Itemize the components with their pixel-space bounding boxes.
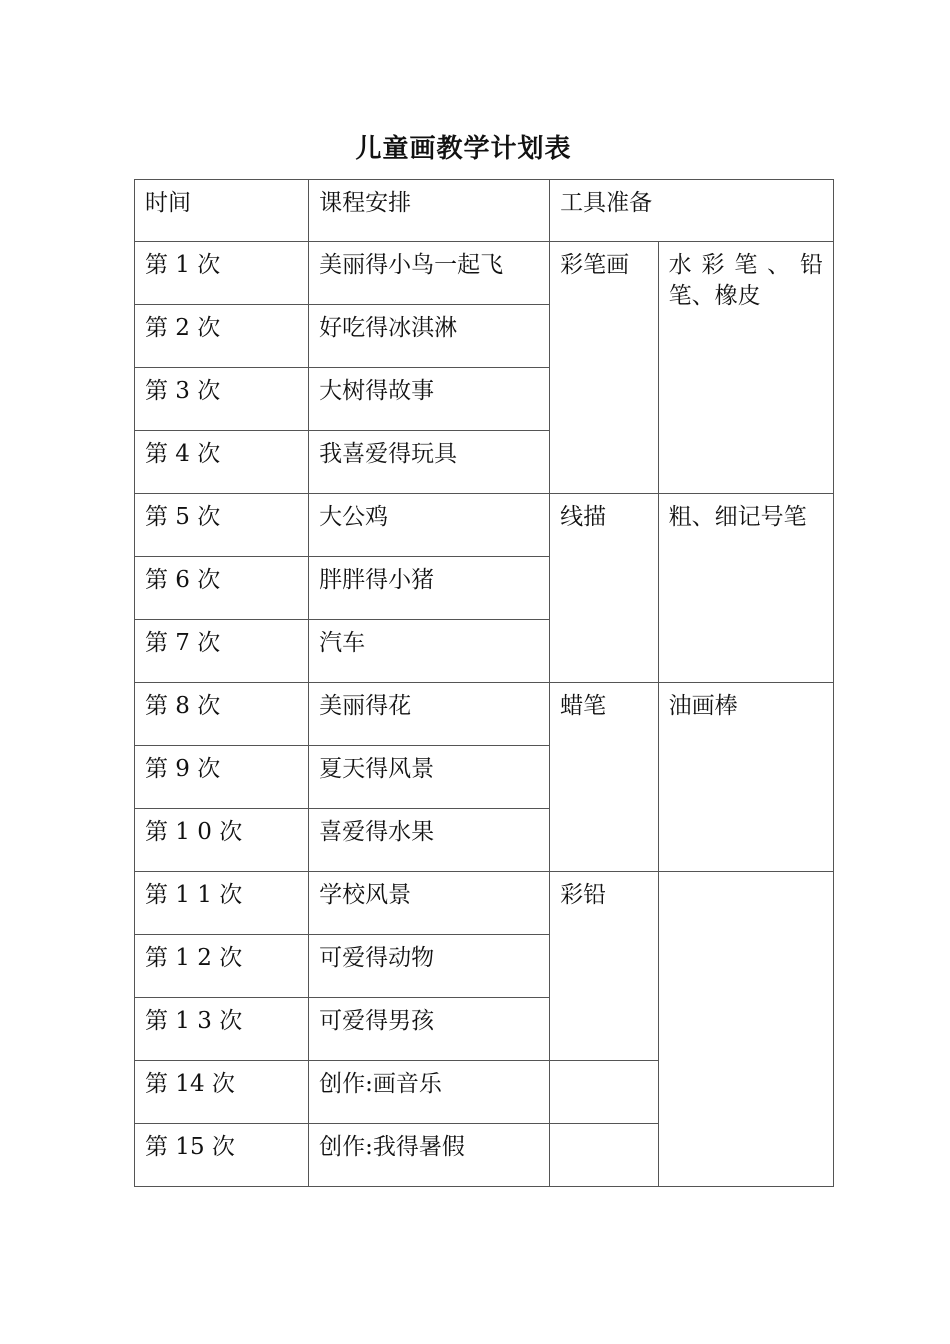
course-cell: 喜爱得水果 bbox=[309, 809, 550, 872]
teaching-plan-table bbox=[134, 179, 834, 1187]
time-cell: 第 9 次 bbox=[135, 746, 309, 809]
course-cell: 胖胖得小猪 bbox=[309, 557, 550, 620]
table-row bbox=[135, 872, 834, 935]
header-tools: 工具准备 bbox=[550, 180, 834, 242]
time-cell: 第 14 次 bbox=[135, 1061, 309, 1124]
course-cell: 可爱得动物 bbox=[309, 935, 550, 998]
table-row bbox=[135, 242, 834, 305]
course-cell: 我喜爱得玩具 bbox=[309, 431, 550, 494]
time-cell: 第 1 3 次 bbox=[135, 998, 309, 1061]
table-row bbox=[135, 683, 834, 746]
time-cell: 第 2 次 bbox=[135, 305, 309, 368]
course-cell: 可爱得男孩 bbox=[309, 998, 550, 1061]
time-cell: 第 8 次 bbox=[135, 683, 309, 746]
course-cell: 大树得故事 bbox=[309, 368, 550, 431]
time-cell: 第 6 次 bbox=[135, 557, 309, 620]
header-row bbox=[135, 180, 834, 242]
tool-cell-empty bbox=[550, 1124, 659, 1187]
course-cell: 美丽得花 bbox=[309, 683, 550, 746]
tool-cell: 蜡笔 bbox=[550, 683, 659, 872]
course-cell: 学校风景 bbox=[309, 872, 550, 935]
header-time: 时间 bbox=[135, 180, 309, 242]
time-cell: 第 1 1 次 bbox=[135, 872, 309, 935]
course-cell: 好吃得冰淇淋 bbox=[309, 305, 550, 368]
materials-cell: 水 彩 笔 、 铅 笔、橡皮 bbox=[658, 242, 833, 494]
materials-cell: 粗、细记号笔 bbox=[658, 494, 833, 683]
table-row bbox=[135, 494, 834, 557]
tool-cell-empty bbox=[550, 1061, 659, 1124]
time-cell: 第 15 次 bbox=[135, 1124, 309, 1187]
course-cell: 创作:画音乐 bbox=[309, 1061, 550, 1124]
tool-cell: 彩笔画 bbox=[550, 242, 659, 494]
header-course: 课程安排 bbox=[309, 180, 550, 242]
materials-cell bbox=[658, 872, 833, 1187]
time-cell: 第 3 次 bbox=[135, 368, 309, 431]
course-cell: 美丽得小鸟一起飞 bbox=[309, 242, 550, 305]
document-title: 儿童画教学计划表 bbox=[355, 134, 572, 164]
time-cell: 第 1 次 bbox=[135, 242, 309, 305]
course-cell: 创作:我得暑假 bbox=[309, 1124, 550, 1187]
time-cell: 第 1 2 次 bbox=[135, 935, 309, 998]
course-cell: 大公鸡 bbox=[309, 494, 550, 557]
time-cell: 第 5 次 bbox=[135, 494, 309, 557]
time-cell: 第 7 次 bbox=[135, 620, 309, 683]
tool-cell: 彩铅 bbox=[550, 872, 659, 1061]
tool-cell: 线描 bbox=[550, 494, 659, 683]
materials-cell: 油画棒 bbox=[658, 683, 833, 872]
course-cell: 夏天得风景 bbox=[309, 746, 550, 809]
course-cell: 汽车 bbox=[309, 620, 550, 683]
time-cell: 第 4 次 bbox=[135, 431, 309, 494]
time-cell: 第 1 0 次 bbox=[135, 809, 309, 872]
